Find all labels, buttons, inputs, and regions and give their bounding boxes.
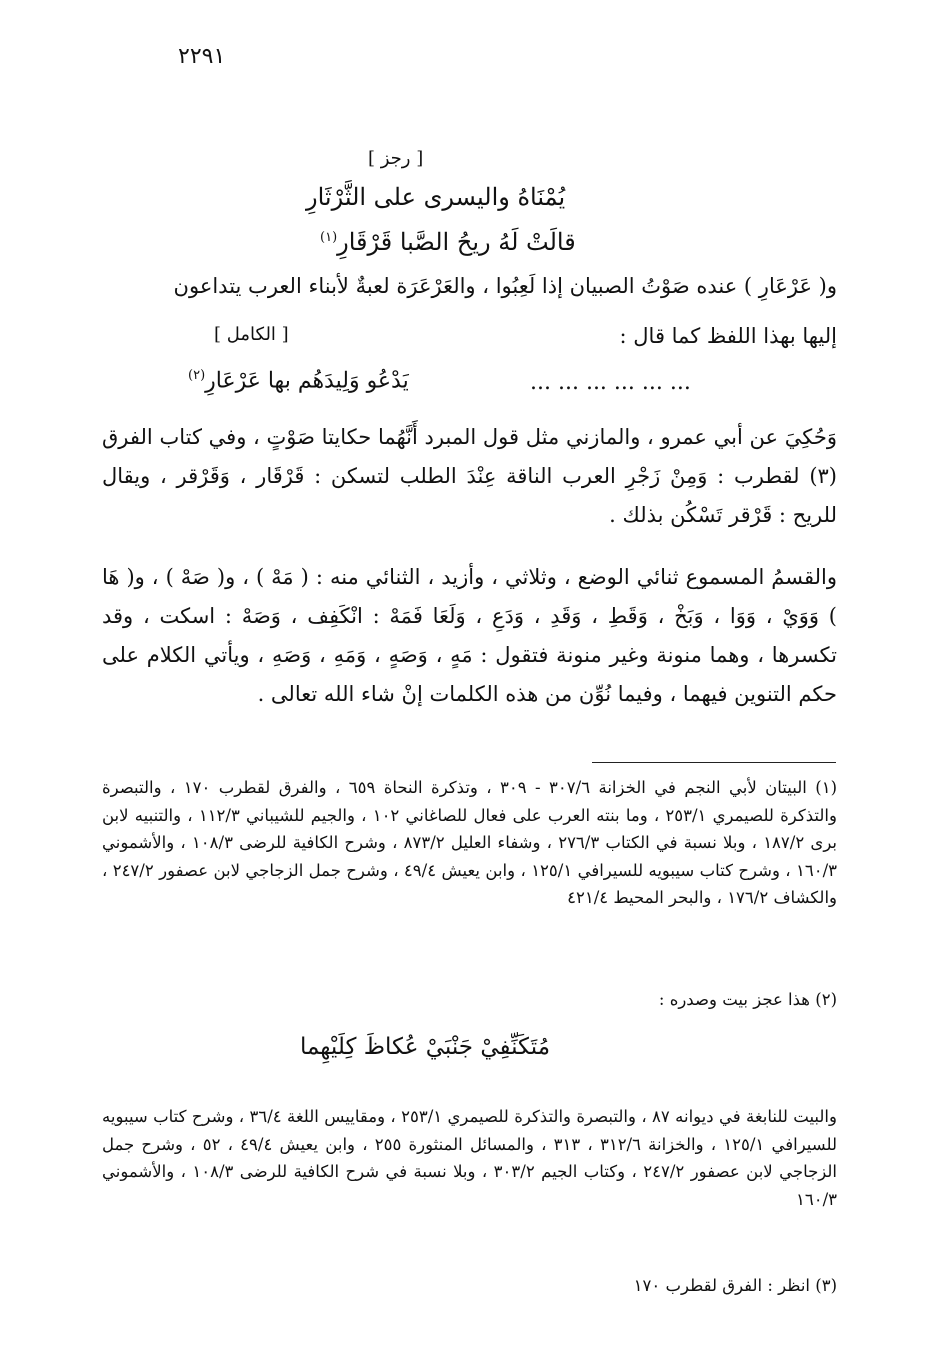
meter-label-rajaz: [ رجز ] bbox=[368, 148, 424, 169]
footnote-ref-2: (٢) bbox=[188, 368, 206, 383]
paragraph-2: وَحُكِيَ عن أبي عمرو ، والمازني مثل قول المبرد أَنَّهُما حكايتا صَوْتٍ ، وفي كتاب الفرق (٣) لقطرب : وَمِنْ زَجْرِ العرب الناقة عِنْدَ الطلب لتسكن : قَرْقَار ، وَقَرْقر ، ويقال للريح : قَرْقر تَسْكُن بذلك . bbox=[102, 425, 837, 527]
footnote-1: (١) البيتان لأبي النجم في الخزانة ٣٠٧/٦ - ٣٠٩ ، وتذكرة النحاة ٦٥٩ ، والفرق لقطرب ١٧٠ ، والتبصرة والتذكرة للصيمري ٢٥٣/١ ، وما بنته العرب على فعال للصاغاني ١٠٢ ، والجيم للشيباني ١١٢/٣ ، والتنبيه لابن برى ١٨٧/٢ ، وبلا نسبة في الكتاب ٢٧٦/٣ ، وشفاء العليل ٨٧٣/٢ ، وشرح الكافية للرضى ١٠٨/٣ ، والأشموني ١٦٠/٣ ، وشرح كتاب سيبويه للسيرافي ١٢٥/١ ، وابن يعيش ٤٩/٤ ، وشرح جمل الزجاجي لابن عصفور ٢٤٧/٢ ، والكشاف ١٧٦/٢ ، والبحر المحيط ٤٢١/٤ bbox=[102, 778, 838, 907]
page-number: ٢٢٩١ bbox=[178, 44, 226, 69]
footnote-2-text: والبيت للنابغة في ديوانه ٨٧ ، والتبصرة والتذكرة للصيمري ٢٥٣/١ ، ومقاييس اللغة ٣٦/٤ ، وشرح كتاب سيبويه للسيرافي ١٢٥/١ ، والخزانة ٣١٢/٦ ، ٣١٣ ، والمسائل المنثورة ٢٥٥ ، وابن يعيش ٤٩/٤ ، ٥٢ ، وشرح جمل الزجاجي لابن عصفور ٢٤٧/٢ ، وكتاب الجيم ٣٠٣/٢ ، وبلا نسبة في شرح الكافية للرضى ١٠٨/٣ ، والأشموني ١٦٠/٣ bbox=[102, 1107, 838, 1209]
footnote-ref-1: (١) bbox=[320, 230, 338, 245]
para1-line2: إليها بهذا اللفظ كما قال : bbox=[619, 324, 837, 348]
verse-kamil-dots: ... ... ... ... ... ... bbox=[530, 370, 691, 395]
paragraph-3: والقسمُ المسموع ثنائي الوضع ، وثلاثي ، وأزيد ، الثنائي منه : ( مَهْ ) ، و( صَهْ ) ، و( هَا ) وَوَيْ ، وَوَا ، وَبَخْ ، وَقَطِ ، وَقَدِ ، وَدَعِ ، وَلَعَا فَمَهْ : انْكَفِف ، وَصَهْ : اسكت ، وقد تكسرها ، وهما منونة وغير منونة فتقول : مَهٍ ، وَصَهٍ ، وَمَهِ ، وَصَهِ ، ويأتي الكلام على حكم التنوين فيهما ، وفيما نُوِّن من هذه الكلمات إنْ شاء الله تعالى . bbox=[102, 565, 837, 706]
footnote-3: (٣) انظر : الفرق لقطرب ١٧٠ bbox=[633, 1276, 837, 1295]
verse-line-1: يُمْنَاهُ واليسرى على الثَّرْثَارِ bbox=[306, 183, 566, 211]
meter-label-kamil: [ الكامل ] bbox=[214, 324, 289, 345]
footnote-2-verse: مُتَكَنِّفِيْ جَنْبَيْ عُكاظَ كِلَيْهِما bbox=[300, 1034, 551, 1060]
verse-kamil-text: يَدْعُو وَلِيدَهُم بها عَرْعَارِ bbox=[205, 368, 409, 394]
verse-line-2 bbox=[320, 228, 576, 256]
verse-kamil bbox=[188, 368, 409, 393]
footnote-separator bbox=[592, 762, 836, 763]
verse-line-2-text: قالَتْ لَهُ ريحُ الصَّبا قَرْقَارِ bbox=[337, 228, 576, 256]
footnote-2-intro: (٢) هذا عجز بيت وصدره : bbox=[658, 990, 837, 1009]
para1-line1: و( عَرْعَارِ ) عنده صَوْتُ الصبيان إذا لَعِبُوا ، والعَرْعَرَة لعبةٌ لأبناء العرب يتداعون bbox=[173, 274, 837, 298]
